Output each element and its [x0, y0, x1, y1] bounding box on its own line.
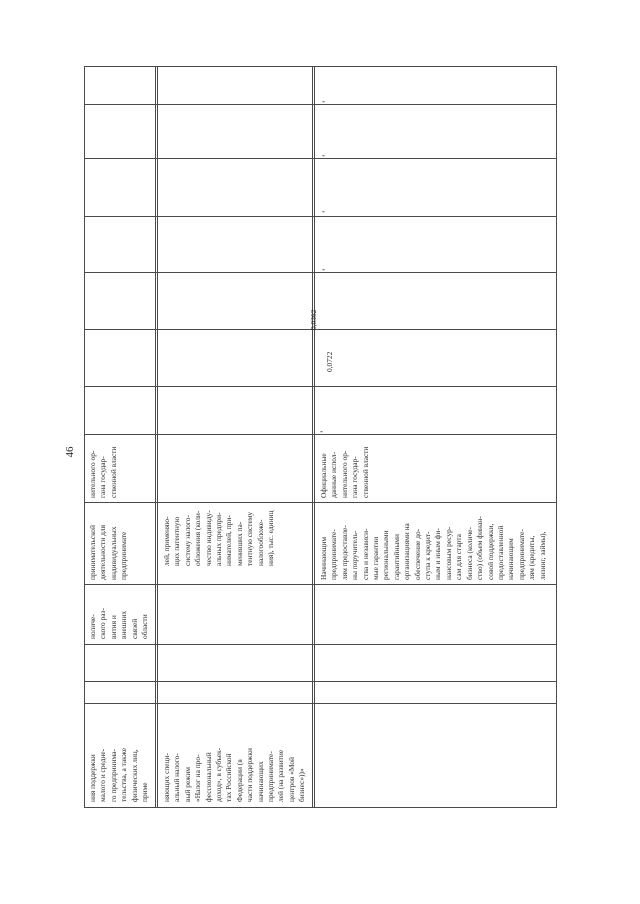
cell-text: Начинающим предпринимате- лям предоставле- ны поручитель- ства и независи- мые гарантии региональными гарантийными организациями на обеспечение до- ступа к кредит- ным и иным фи- нансовым ресур- сам для старта бизнеса (количе- ство) (объем финан- совой поддержки, предоставленной начинающим предпринимате- лям (кредиты, лизинг, займы),	[319, 516, 547, 580]
cell-dash: -	[322, 206, 325, 216]
row-divider	[155, 66, 156, 808]
cell-text: ноличе- ского раз- вития и внешних связей области	[88, 608, 150, 639]
data-table	[84, 66, 557, 808]
cell-dash: -	[322, 150, 325, 160]
cell-value: 0,0362	[309, 309, 318, 330]
cell-text: няющих специ- альный налого- вый режим «Налог на про- фессиональный доход», в субъек- тах Российской Федерации (в части поддержки начинающих предпринимате- лей (на развитие центров «Мой бизнес»))»	[162, 747, 307, 802]
cell-value: 0,0722	[325, 351, 334, 372]
row-divider	[312, 66, 313, 808]
cell-dash: -	[322, 264, 325, 274]
page-number: 46	[64, 446, 76, 458]
cell-text: нительного ор- гана государ- ственной власти	[88, 446, 118, 498]
row-divider	[314, 66, 315, 808]
cell-text: Официальные данные испол- нительного ор- гана государ- ственной власти	[319, 446, 370, 498]
cell-dash: -	[320, 426, 323, 436]
row-divider	[157, 66, 158, 808]
cell-text: ния поддержки малого и средне- го предпринима- тельства, а также физических лиц, приме	[88, 747, 150, 802]
cell-text: лей, применяю- щих патентную систему налого- обложения (коли- чество индивиду- альных предпри- нимателей, при- менивших па- тентную систему налогообложе- ния), тыс. единиц	[162, 510, 276, 566]
cell-dash: -	[322, 96, 325, 106]
table-border-right	[556, 66, 557, 808]
cell-text: принимательской деятельности для индивидуальных предприниматe	[88, 524, 129, 580]
table-border-left	[84, 66, 85, 808]
